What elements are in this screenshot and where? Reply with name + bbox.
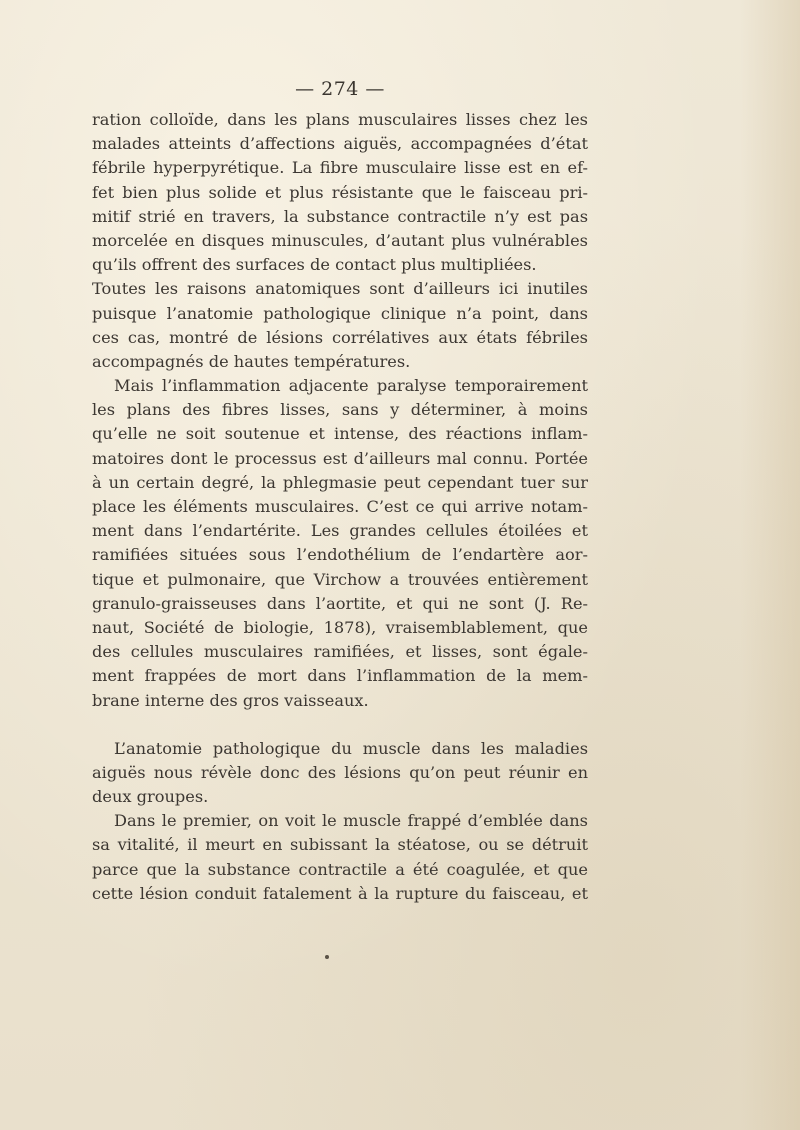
text-line: morcelée en disques minuscules, d’autant plus vulnérables [92,230,588,250]
text-line: Dans le premier, on voit le muscle frappé d’emblée dans [114,811,588,831]
text-line: naut, Société de biologie, 1878), vraisemblablement, que [92,617,588,637]
text-line: ment frappées de mort dans l’inflammation de la mem- [92,666,588,686]
text-line: malades atteints d’affections aiguës, accompagnées d’état [92,134,588,154]
text-line: cette lésion conduit fatalement à la rupture du faisceau, et [92,883,588,903]
page-edge-shadow [740,0,800,1130]
text-line: parce que la substance contractile a été coagulée, et que [92,859,588,879]
text-line: L’anatomie pathologique du muscle dans les maladies [114,738,588,758]
text-line: qu’elle ne soit soutenue et intense, des réactions inflam- [92,424,588,444]
text-line: ramifiées situées sous l’endothélium de l’endartère aor- [92,545,588,565]
paragraph-2 [92,374,588,713]
text-line: aiguës nous révèle donc des lésions qu’on peut réunir en [92,762,588,782]
text-line: ment dans l’endartérite. Les grandes cellules étoilées et [92,521,588,541]
paragraph-1 [92,108,588,374]
text-line: qu’ils offrent des surfaces de contact plus multipliées. [92,255,537,275]
body-text [92,108,588,906]
paragraph-3 [92,737,588,810]
text-line: puisque l’anatomie pathologique clinique n’a point, dans [92,303,588,323]
text-line: Toutes les raisons anatomiques sont d’ailleurs ici inutiles [92,279,588,299]
text-line: des cellules musculaires ramifiées, et lisses, sont égale- [92,642,588,662]
section-gap [92,713,588,737]
page-number: — 274 — [295,78,385,100]
text-line: mitif strié en travers, la substance contractile n’y est pas [92,206,588,226]
text-line: brane interne des gros vaisseaux. [92,690,369,710]
text-line: ration colloïde, dans les plans musculaires lisses chez les [92,110,588,129]
text-line: deux groupes. [92,787,209,807]
paragraph-4 [92,809,588,906]
text-line: à un certain degré, la phlegmasie peut cependant tuer sur [92,472,588,492]
text-line: sa vitalité, il meurt en subissant la stéatose, ou se détruit [92,835,588,855]
text-line: tique et pulmonaire, que Virchow a trouvées entièrement [92,569,588,589]
text-line: ces cas, montré de lésions corrélatives aux états fébriles [92,327,588,347]
text-line: matoires dont le processus est d’ailleurs mal connu. Portée [92,448,588,468]
text-line: les plans des fibres lisses, sans y déterminer, à moins [92,400,588,420]
text-line: granulo-graisseuses dans l’aortite, et qui ne sont (J. Re- [92,593,588,613]
ink-speck [325,955,329,959]
text-line: fébrile hyperpyrétique. La fibre musculaire lisse est en ef- [92,158,588,178]
text-line: Mais l’inflammation adjacente paralyse temporairement [114,376,588,396]
text-line: place les éléments musculaires. C’est ce qui arrive notam- [92,497,588,516]
text-line: fet bien plus solide et plus résistante que le faisceau pri- [92,182,588,202]
text-line: accompagnés de hautes températures. [92,351,411,371]
